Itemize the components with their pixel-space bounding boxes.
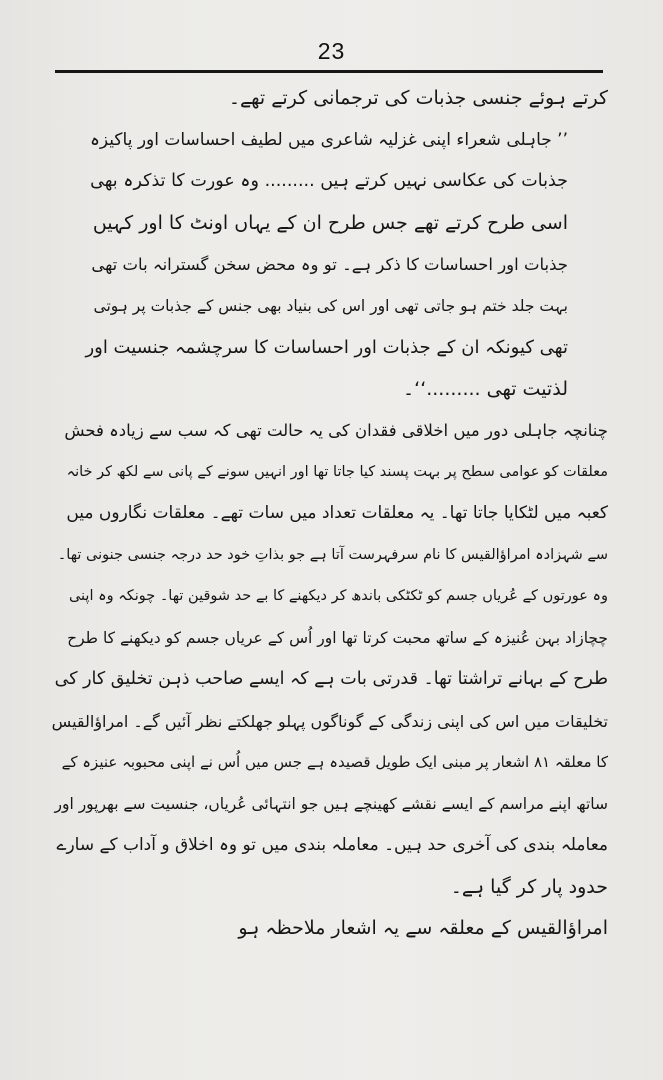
text-line: ساتھ اپنے مراسم کے ایسے نقشے کھینچے ہیں جو انتہائی عُریاں، جنسیت سے بھرپور اور — [54, 794, 608, 813]
text-line: معاملہ بندی کی آخری حد ہیں۔ معاملہ بندی میں تو وہ اخلاق و آداب کے سارے — [56, 835, 608, 855]
text-line: معلقات کو عوامی سطح پر بہت پسند کیا جاتا تھا اور انہیں سونے کے پانی سے لکھ کر خانہ — [66, 463, 608, 480]
quote-line: بہت جلد ختم ہو جاتی تھی اور اس کی بنیاد بھی جنس کے جذبات پر ہوتی — [93, 296, 568, 315]
body-text — [52, 78, 608, 950]
quote-line: جذبات کی عکاسی نہیں کرتے ہیں ......... وہ عورت کا تذکرہ بھی — [90, 171, 568, 191]
text-line: تخلیقات میں اس کی اپنی زندگی کے گوناگوں پہلو جھلکتے نظر آئیں گے۔ امراؤالقیس — [52, 711, 608, 731]
quote-line: اسی طرح کرتے تھے جس طرح ان کے یہاں اونٹ کا اور کہیں — [92, 211, 568, 234]
quote-line: لذتیت تھی .........‘‘۔ — [403, 377, 568, 400]
text-line: حدود پار کر گیا ہے۔ — [450, 875, 608, 898]
quote-line: تھی کیونکہ ان کے جذبات اور احساسات کا سرچشمہ جنسیت اور — [85, 337, 568, 358]
text-line: امراؤالقیس کے معلقہ سے یہ اشعار ملاحظہ ہو — [238, 917, 608, 939]
header-rule — [55, 70, 603, 73]
text-line: سے شہزادہ امراؤالقیس کا نام سرفہرست آتا ہے جو بذاتِ خود حد درجہ جنسی جنونی تھا۔ — [57, 546, 608, 563]
page-number: 23 — [317, 38, 346, 64]
text-line: وہ عورتوں کے عُریاں جسم کو ٹکٹکی باندھ کر دیکھنے کا بے حد شوقین تھا۔ چونکہ وہ اپنی — [68, 588, 608, 604]
text-line: کرتے ہوئے جنسی جذبات کی ترجمانی کرتے تھے۔ — [228, 87, 608, 109]
text-line: چچازاد بہن عُنیزہ کے ساتھ محبت کرتا تھا اور اُس کے عریاں جسم کو دیکھنے کا طرح — [67, 628, 608, 647]
text-line: چنانچہ جاہلی دور میں اخلاقی فقدان کی یہ حالت تھی کہ سب سے زیادہ فحش — [64, 421, 608, 440]
text-line: کعبہ میں لٹکایا جاتا تھا۔ یہ معلقات تعداد میں سات تھے۔ معلقات نگاروں میں — [66, 503, 608, 523]
quote-line: جذبات اور احساسات کا ذکر ہے۔ تو وہ محض سخن گسترانہ بات تھی — [91, 255, 568, 274]
text-line: طرح کے بہانے تراشتا تھا۔ قدرتی بات ہے کہ ایسے صاحب ذہن تخلیق کار کی — [54, 669, 608, 689]
text-line: کا معلقہ ۸۱ اشعار پر مبنی ایک طویل قصیدہ ہے جس میں اُس نے اپنی محبوبہ عنیزہ کے — [61, 753, 608, 771]
quote-line: ’’ جاہلی شعراء اپنی غزلیہ شاعری میں لطیف احساسات اور پاکیزہ — [89, 129, 568, 150]
